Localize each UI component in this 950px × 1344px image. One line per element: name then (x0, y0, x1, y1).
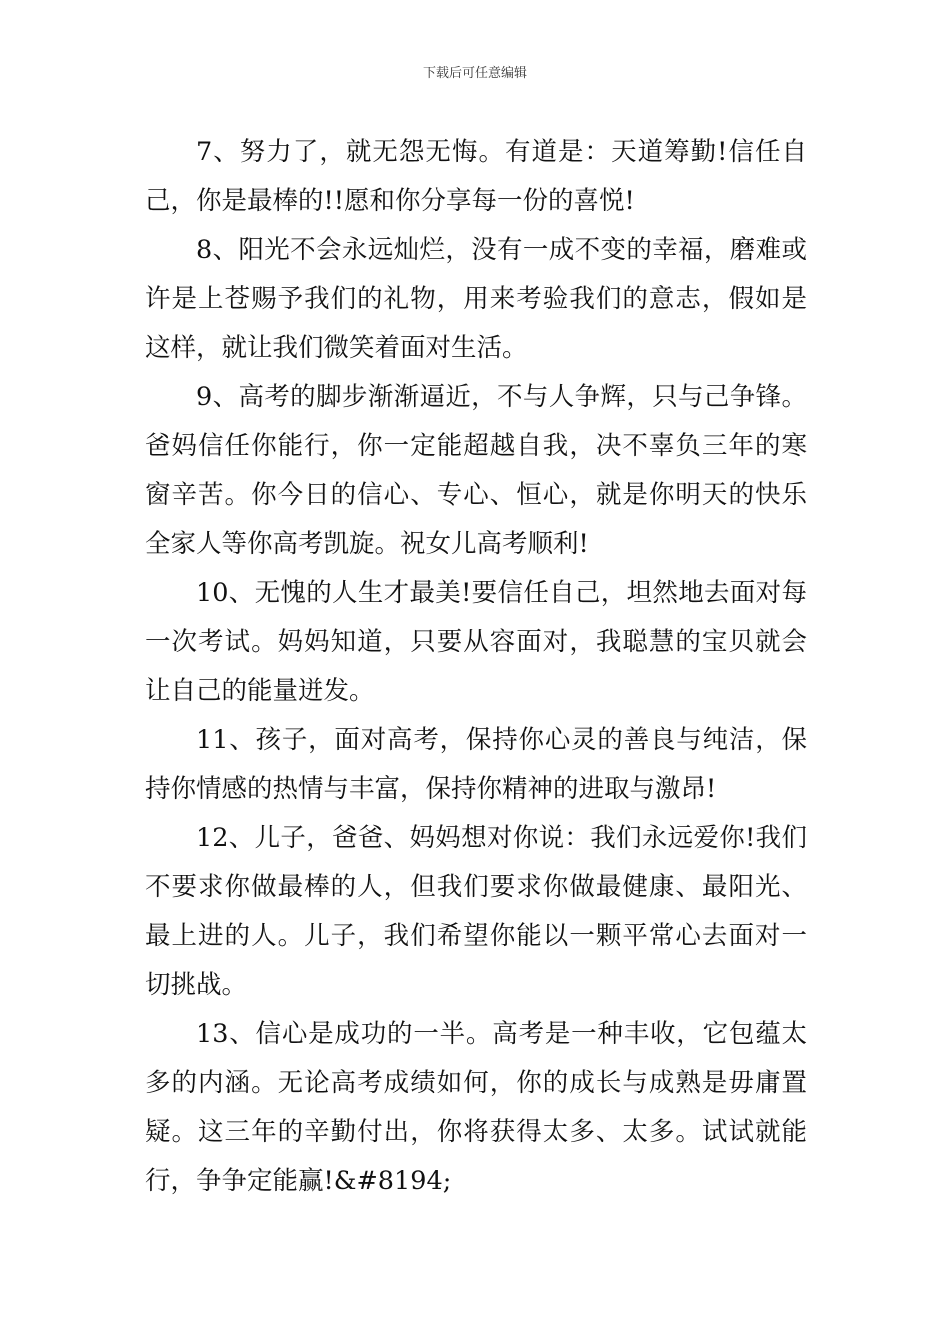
paragraph-10: 10、无愧的人生才最美!要信任自己，坦然地去面对每一次考试。妈妈知道，只要从容面对，我聪慧的宝贝就会让自己的能量迸发。 (145, 578, 807, 706)
paragraph-9: 9、高考的脚步渐渐逼近，不与人争辉，只与己争锋。爸妈信任你能行，你一定能超越自我，决不辜负三年的寒窗辛苦。你今日的信心、专心、恒心，就是你明天的快乐全家人等你高考凯旋。祝女儿高考顺利! (145, 382, 807, 559)
paragraph-8: 8、阳光不会永远灿烂，没有一成不变的幸福，磨难或许是上苍赐予我们的礼物，用来考验我们的意志，假如是这样，就让我们微笑着面对生活。 (145, 235, 807, 363)
paragraph-11: 11、孩子，面对高考，保持你心灵的善良与纯洁，保持你情感的热情与丰富，保持你精神的进取与激昂! (145, 725, 807, 804)
document-body (145, 128, 807, 1206)
paragraph-13: 13、信心是成功的一半。高考是一种丰收，它包蕴太多的内涵。无论高考成绩如何，你的成长与成熟是毋庸置疑。这三年的辛勤付出，你将获得太多、太多。试试就能行，争争定能赢!&#8194; (145, 1019, 807, 1196)
paragraph-7: 7、努力了，就无怨无悔。有道是：天道筹勤!信任自己，你是最棒的!!愿和你分享每一份的喜悦! (145, 137, 807, 216)
page-header: 下载后可任意编辑 (422, 66, 527, 81)
paragraph-12: 12、儿子，爸爸、妈妈想对你说：我们永远爱你!我们不要求你做最棒的人，但我们要求你做最健康、最阳光、最上进的人。儿子，我们希望你能以一颗平常心去面对一切挑战。 (145, 823, 807, 1000)
